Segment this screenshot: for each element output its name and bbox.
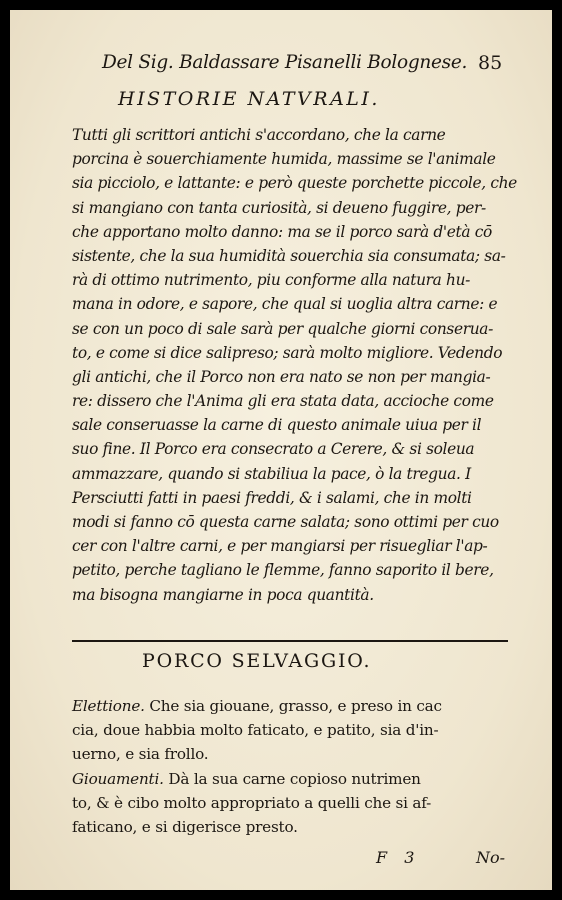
text-line: gli antichi, che il Porco non era nato se non per mangia- (72, 367, 491, 386)
text-line: cia, doue habbia molto faticato, e patito, sia d'in- (72, 721, 439, 740)
giouamenti-line (72, 767, 517, 791)
text-line: cer con l'altre carni, e per mangiarsi per risuegliar l'ap- (72, 537, 488, 556)
text-line: sale conseruasse la carne di questo animale uiua per il (72, 416, 482, 435)
text-line: petito, perche tagliano le flemme, fanno saporito il bere, (72, 561, 494, 580)
text-line: sistente, che la sua humidità souerchia sia consumata; sa- (72, 246, 506, 265)
text-line: faticano, e si digerisce presto. (72, 817, 298, 836)
porco-selvaggio-heading: PORCO SELVAGGIO. (142, 650, 372, 672)
giouamenti-label: Giouamenti. (72, 769, 164, 788)
text-line: porcina è souerchiamente humida, massime se l'animale (72, 150, 496, 169)
text-span: Dà la sua carne copioso nutrimen (168, 769, 421, 788)
text-line: re: dissero che l'Anima gli era stata data, accioche come (72, 392, 494, 411)
elettione-line (72, 694, 517, 718)
text-line: mana in odore, e sapore, che qual si uoglia altra carne: e (72, 295, 498, 314)
text-line: Persciutti fatti in paesi freddi, & i salami, che in molti (72, 488, 472, 507)
text-line: suo fine. Il Porco era consecrato a Cerere, & si soleua (72, 440, 475, 459)
historie-paragraph (72, 123, 517, 607)
text-line: si mangiano con tanta curiosità, si deueno fuggire, per- (72, 198, 486, 217)
text-line: se con un poco di sale sarà per qualche giorni conserua- (72, 319, 493, 338)
porco-selvaggio-body (72, 694, 517, 839)
section-title: HISTORIE NATVRALI. (118, 88, 380, 110)
text-line: rà di ottimo nutrimento, piu conforme alla natura hu- (72, 271, 471, 290)
section-divider (72, 640, 508, 642)
text-line: ammazzare, quando si stabiliua la pace, ò la tregua. I (72, 464, 471, 483)
text-line: Tutti gli scrittori antichi s'accordano, che la carne (72, 126, 446, 144)
signature-mark: F 3 (376, 848, 421, 867)
elettione-label: Elettione. (72, 697, 145, 715)
text-line: to, & è cibo molto appropriato a quelli che si af- (72, 793, 432, 812)
text-line: che apportano molto danno: ma se il porco sarà d'età cō (72, 222, 492, 241)
text-line: modi si fanno cō questa carne salata; sono ottimi per cuo (72, 513, 499, 531)
page-number: 85 (478, 52, 503, 74)
text-line: ma bisogna mangiarne in poca quantità. (72, 585, 374, 604)
text-line: uerno, e sia frollo. (72, 745, 209, 764)
text-line: to, e come si dice salipreso; sarà molto migliore. Vedendo (72, 343, 503, 362)
text-line: sia picciolo, e lattante: e però queste porchette piccole, che (72, 174, 517, 193)
book-page (10, 10, 552, 890)
catchword: No- (476, 848, 506, 867)
text-span: Che sia giouane, grasso, e preso in cac (149, 697, 442, 715)
running-head: Del Sig. Baldassare Pisanelli Bolognese. (102, 52, 468, 73)
